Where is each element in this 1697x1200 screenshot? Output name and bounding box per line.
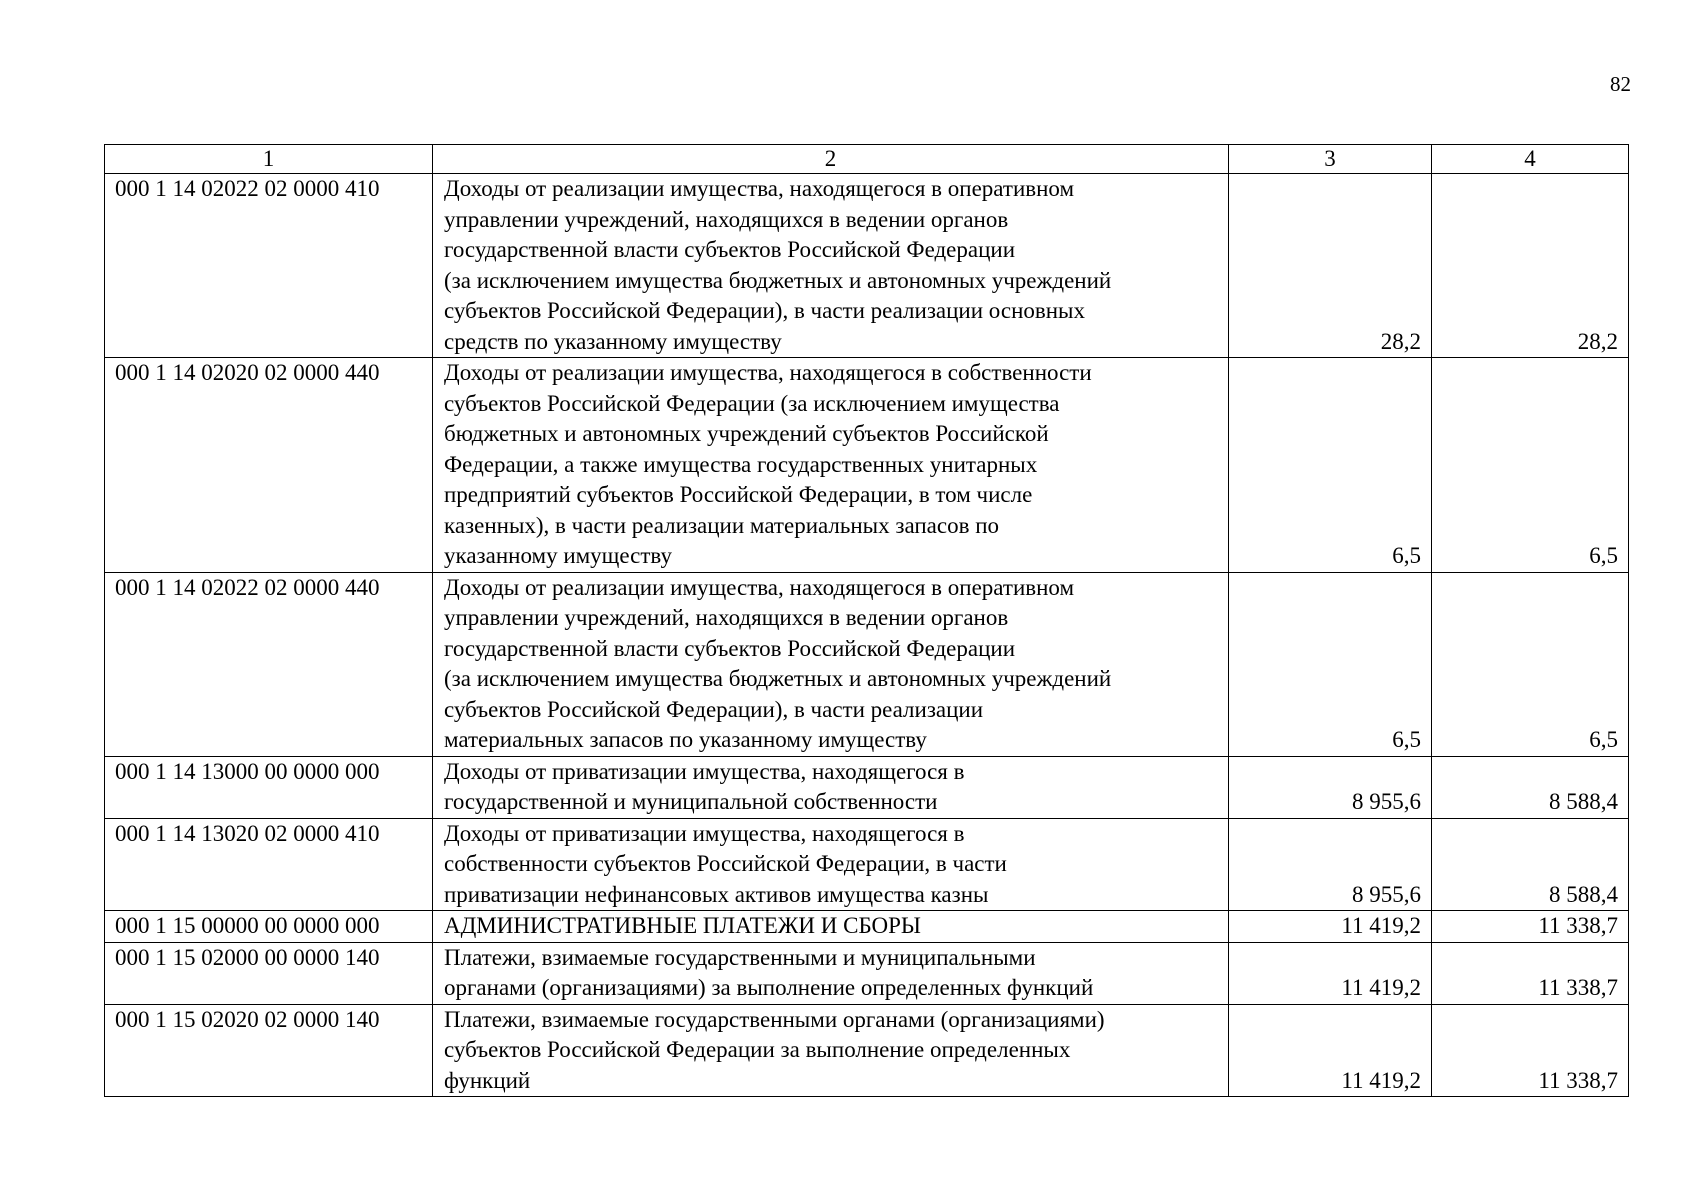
classification-code: 000 1 14 02022 02 0000 410 <box>105 174 433 358</box>
description-line: субъектов Российской Федерации), в части реализации основных <box>444 298 1086 323</box>
budget-revenue-table <box>104 144 1629 1097</box>
table-row <box>105 911 1629 943</box>
table-header-row <box>105 145 1629 174</box>
table-row <box>105 572 1629 756</box>
description-line: АДМИНИСТРАТИВНЫЕ ПЛАТЕЖИ И СБОРЫ <box>444 913 921 938</box>
description-line: Доходы от реализации имущества, находящегося в собственности <box>444 360 1092 385</box>
amount-col4: 11 338,7 <box>1432 1004 1629 1097</box>
description-line: Платежи, взимаемые государственными органами (организациями) <box>444 1006 1105 1032</box>
income-description <box>433 572 1229 756</box>
description-line: функций <box>444 1067 531 1093</box>
income-description <box>433 942 1229 1004</box>
table-row <box>105 358 1629 573</box>
description-line: приватизации нефинансовых активов имущества казны <box>444 881 989 907</box>
description-line: субъектов Российской Федерации за выполнение определенных <box>444 1037 1071 1062</box>
description-line: субъектов Российской Федерации), в части реализации <box>444 696 984 722</box>
page-number: 82 <box>1610 72 1631 96</box>
description-line: органами (организациями) за выполнение определенных функций <box>444 975 1094 1000</box>
column-header: 2 <box>433 145 1229 174</box>
classification-code: 000 1 14 13000 00 0000 000 <box>105 756 433 818</box>
table-row <box>105 818 1629 911</box>
description-line: средств по указанному имуществу <box>444 328 782 354</box>
classification-code: 000 1 14 02020 02 0000 440 <box>105 358 433 573</box>
income-description <box>433 756 1229 818</box>
column-header: 1 <box>105 145 433 174</box>
description-line: Доходы от реализации имущества, находящегося в оперативном <box>444 574 1075 600</box>
amount-col3: 6,5 <box>1229 358 1432 573</box>
description-line: собственности субъектов Российской Федерации, в части <box>444 851 1007 876</box>
amount-col4: 11 338,7 <box>1432 911 1629 943</box>
amount-col4: 6,5 <box>1432 572 1629 756</box>
income-description <box>433 911 1229 943</box>
description-line: государственной власти субъектов Российской Федерации <box>444 237 1016 262</box>
amount-col3: 8 955,6 <box>1229 818 1432 911</box>
amount-col3: 6,5 <box>1229 572 1432 756</box>
description-line: субъектов Российской Федерации (за исключением имущества <box>444 390 1060 416</box>
description-line: государственной власти субъектов Российской Федерации <box>444 635 1016 661</box>
amount-col4: 6,5 <box>1432 358 1629 573</box>
description-line: Федерации, а также имущества государственных унитарных <box>444 451 1038 477</box>
classification-code: 000 1 15 00000 00 0000 000 <box>105 911 433 943</box>
description-line: (за исключением имущества бюджетных и автономных учреждений <box>444 666 1112 691</box>
description-line: (за исключением имущества бюджетных и автономных учреждений <box>444 267 1112 293</box>
description-line: указанному имуществу <box>444 543 673 568</box>
table-row <box>105 756 1629 818</box>
description-line: казенных), в части реализации материальных запасов по <box>444 512 1000 538</box>
classification-code: 000 1 14 02022 02 0000 440 <box>105 572 433 756</box>
amount-col4: 11 338,7 <box>1432 942 1629 1004</box>
amount-col3: 28,2 <box>1229 174 1432 358</box>
column-header: 3 <box>1229 145 1432 174</box>
description-line: материальных запасов по указанному имуществу <box>444 727 927 752</box>
description-line: Платежи, взимаемые государственными и муниципальными <box>444 944 1036 970</box>
table-body <box>105 145 1629 1097</box>
amount-col4: 8 588,4 <box>1432 756 1629 818</box>
description-line: Доходы от приватизации имущества, находящегося в <box>444 758 965 784</box>
description-line: Доходы от приватизации имущества, находящегося в <box>444 820 965 846</box>
classification-code: 000 1 14 13020 02 0000 410 <box>105 818 433 911</box>
table-row <box>105 174 1629 358</box>
income-description <box>433 818 1229 911</box>
description-line: бюджетных и автономных учреждений субъектов Российской <box>444 421 1049 446</box>
income-description <box>433 358 1229 573</box>
description-line: предприятий субъектов Российской Федерации, в том числе <box>444 482 1033 507</box>
amount-col3: 11 419,2 <box>1229 911 1432 943</box>
column-header: 4 <box>1432 145 1629 174</box>
amount-col3: 8 955,6 <box>1229 756 1432 818</box>
amount-col4: 8 588,4 <box>1432 818 1629 911</box>
amount-col4: 28,2 <box>1432 174 1629 358</box>
classification-code: 000 1 15 02000 00 0000 140 <box>105 942 433 1004</box>
amount-col3: 11 419,2 <box>1229 942 1432 1004</box>
classification-code: 000 1 15 02020 02 0000 140 <box>105 1004 433 1097</box>
description-line: управлении учреждений, находящихся в ведении органов <box>444 206 1009 232</box>
description-line: государственной и муниципальной собственности <box>444 789 938 814</box>
amount-col3: 11 419,2 <box>1229 1004 1432 1097</box>
income-description <box>433 1004 1229 1097</box>
description-line: управлении учреждений, находящихся в ведении органов <box>444 605 1009 630</box>
table-row <box>105 1004 1629 1097</box>
description-line: Доходы от реализации имущества, находящегося в оперативном <box>444 176 1075 201</box>
table-row <box>105 942 1629 1004</box>
income-description <box>433 174 1229 358</box>
